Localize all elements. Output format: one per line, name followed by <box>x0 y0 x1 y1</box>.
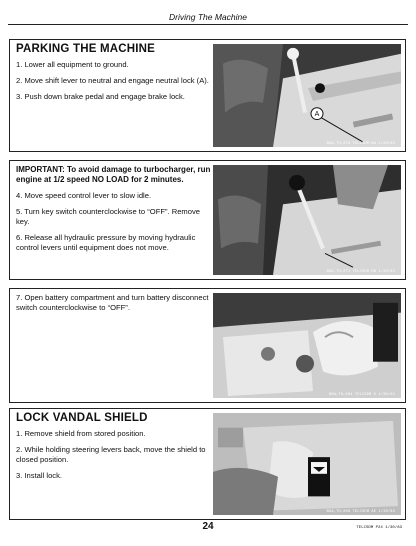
photo-caption: B6A,TH,071 TELCSDM BB 1/30/83 <box>326 270 395 274</box>
step-text: 3. Push down brake pedal and engage brake lock. <box>16 92 185 101</box>
photo-caption: B6A,TH,066 TELCSDM AE 1/30/83 <box>326 510 395 514</box>
section-vandal-text <box>16 413 212 487</box>
step-text: 1. Lower all equipment to ground. <box>16 60 129 69</box>
step-text: 3. Install lock. <box>16 471 63 480</box>
photo-caption: B6A,TH,064 TELCSDM K 1/30/83 <box>329 393 395 397</box>
photo-vandal-shield <box>213 413 401 515</box>
important-label: IMPORTANT: <box>16 165 65 174</box>
section-parking-text <box>16 44 212 108</box>
photo-shift-lever <box>213 44 401 147</box>
step-text: 2. While holding steering levers back, move the shield to closed position. <box>16 445 206 464</box>
step-text: 5. Turn key switch counterclockwise to “OFF”. Remove key. <box>16 207 200 226</box>
step-text: 7. Open battery compartment and turn battery disconnect switch counterclockwise to “OFF”. <box>16 293 209 312</box>
step-text: 1. Remove shield from stored position. <box>16 429 146 438</box>
section-heading: PARKING THE MACHINE <box>16 43 156 55</box>
section-shutdown <box>9 160 406 280</box>
step-text: 4. Move speed control lever to slow idle. <box>16 191 152 200</box>
page-header-title: Driving The Machine <box>169 12 247 22</box>
important-text: To avoid damage to turbocharger, run engine at 1/2 speed NO LOAD for 2 minutes. <box>16 165 211 184</box>
photo-speed-control-lever <box>213 165 401 275</box>
step-text: 2. Move shift lever to neutral and engage neutral lock (A). <box>16 76 209 85</box>
page-number: 24 <box>202 521 214 532</box>
section-parking <box>9 39 406 152</box>
section-shutdown-text <box>16 165 212 259</box>
section-heading: LOCK VANDAL SHIELD <box>16 412 148 424</box>
photo-caption: B6A,TH,070 TELCSDM BA 1/30/83 <box>326 142 395 146</box>
footer-code: TELCSDM P24 1/30/83 <box>356 526 402 530</box>
step-text: 6. Release all hydraulic pressure by moving hydraulic control levers until equipment does not move. <box>16 233 196 252</box>
callout-label: A <box>314 111 320 119</box>
section-battery-text <box>16 293 212 319</box>
header-rule <box>8 24 408 25</box>
section-battery <box>9 288 406 403</box>
photo-battery-disconnect <box>213 293 401 398</box>
section-vandal-shield <box>9 408 406 520</box>
important-notice <box>16 165 212 185</box>
